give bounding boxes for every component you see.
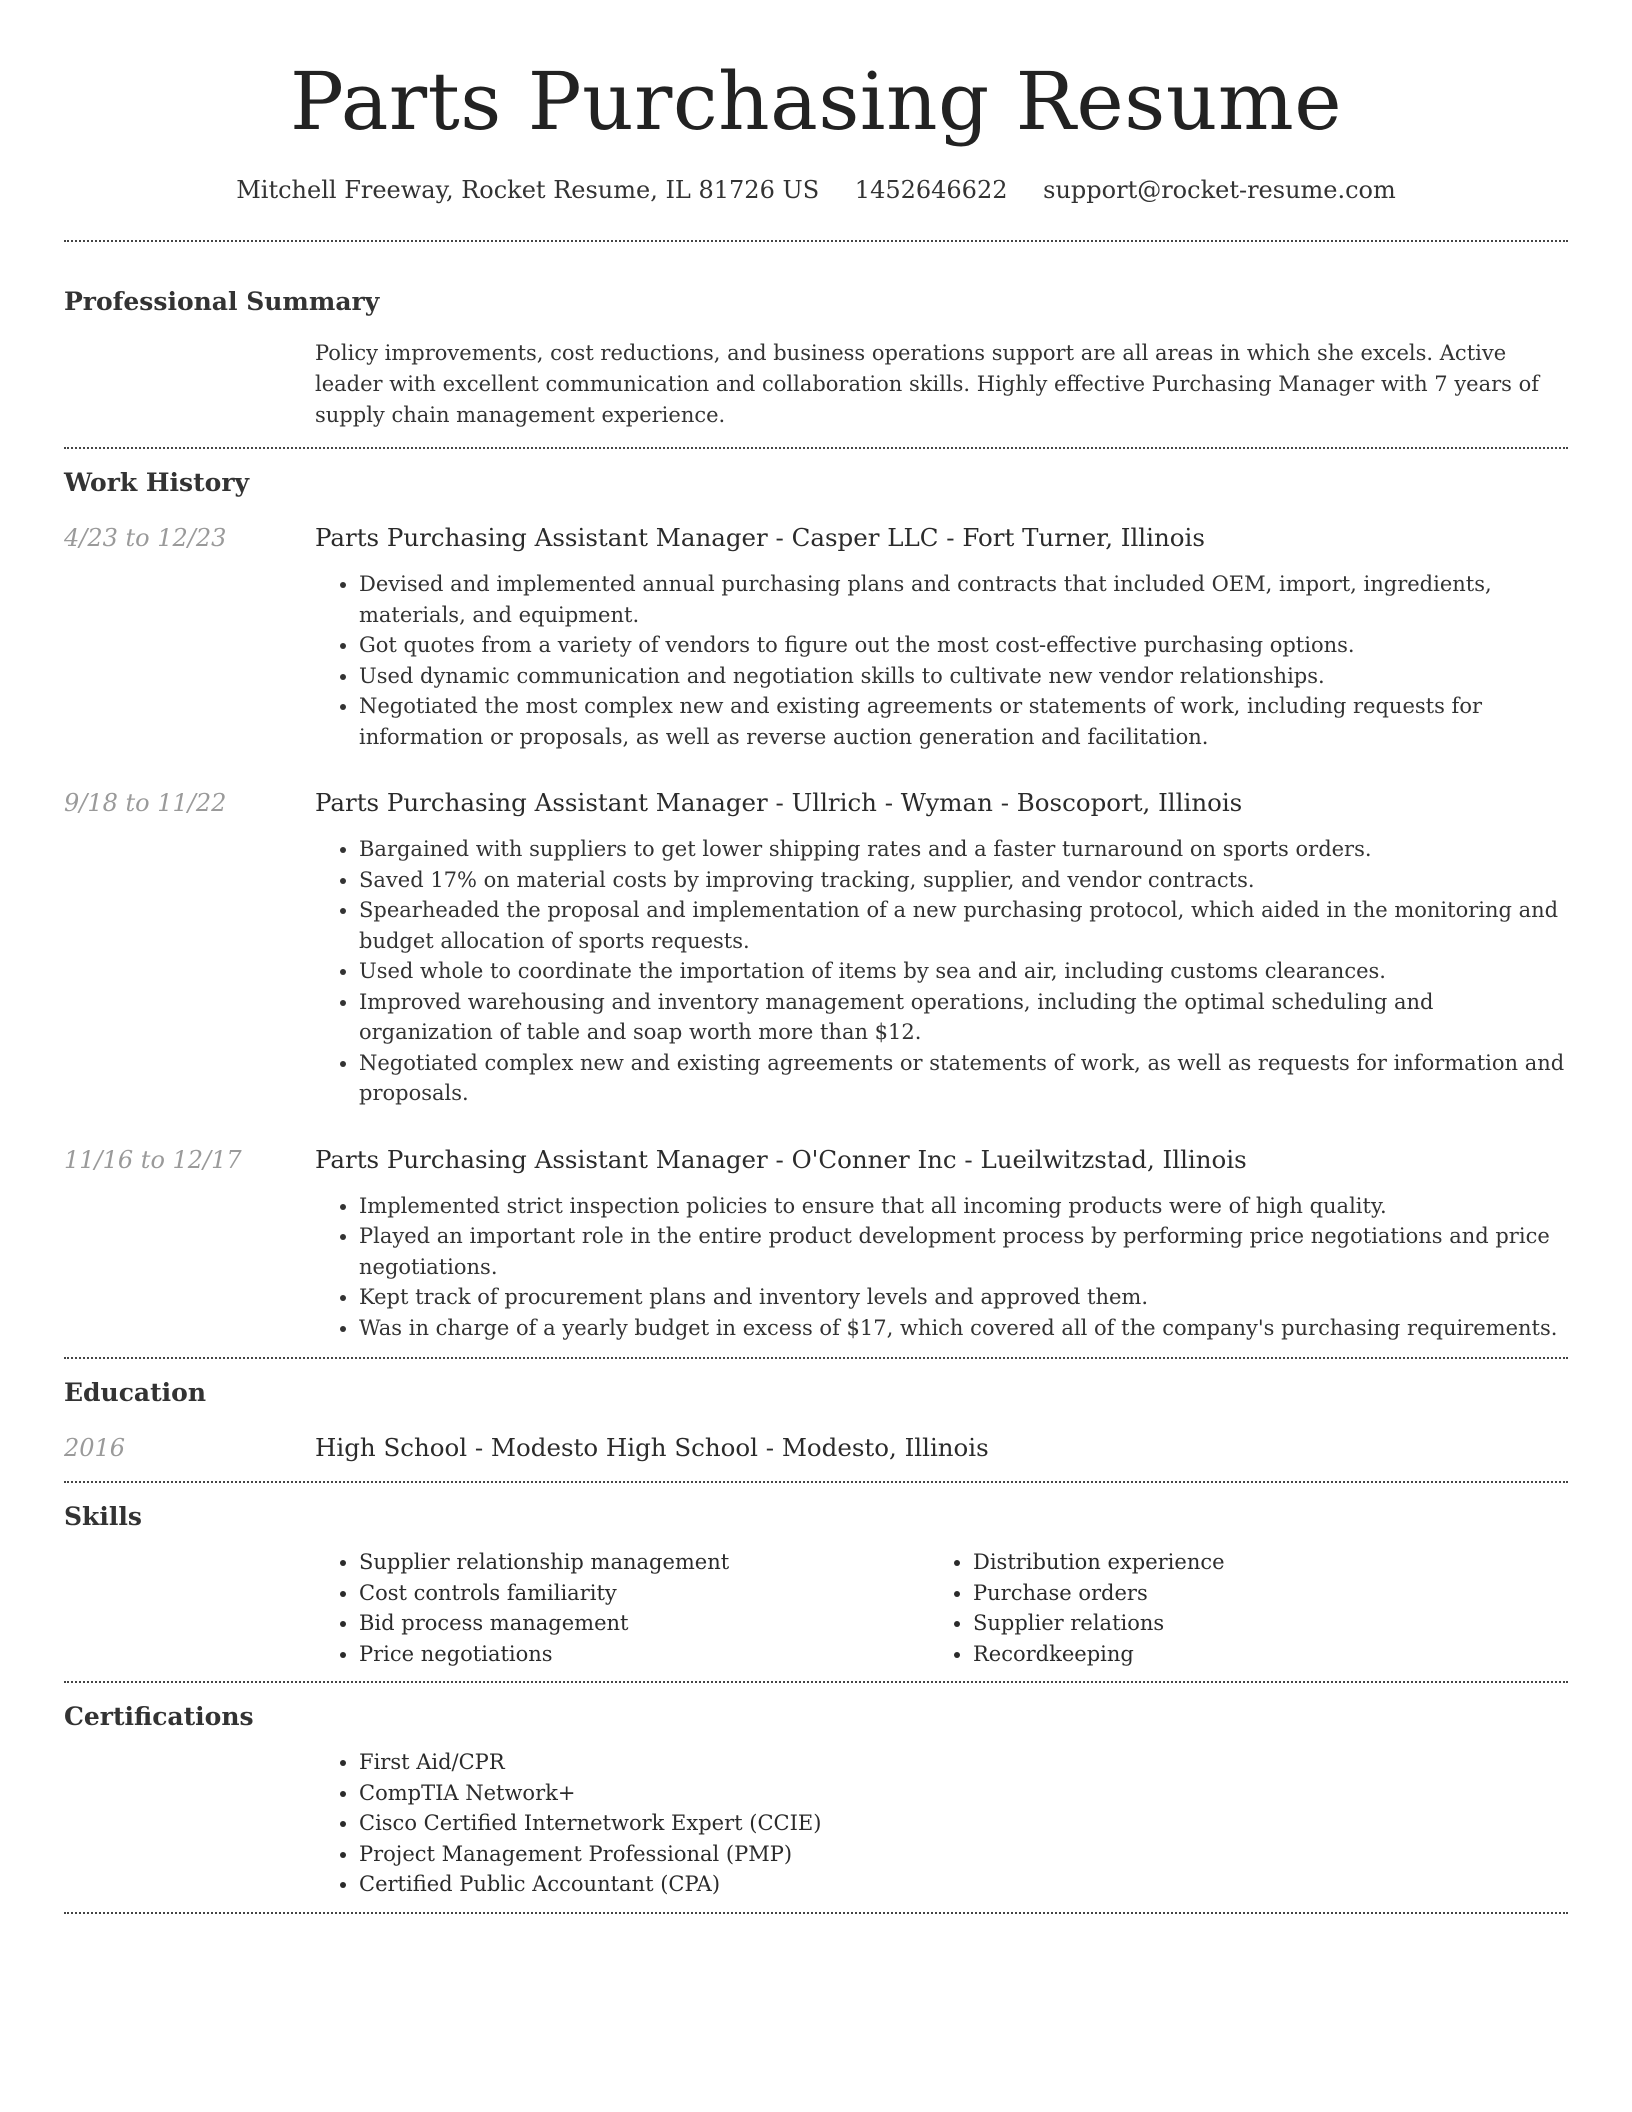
list-item: • Cost controls familiarity <box>359 1578 929 1609</box>
section-title-education: Education <box>64 1378 207 1407</box>
list-item: • First Aid/CPR <box>359 1747 1568 1778</box>
list-item: • Bid process management <box>359 1608 929 1639</box>
section-summary <box>64 242 1568 447</box>
summary-body <box>315 320 1568 447</box>
job-details <box>315 786 1568 1109</box>
contact-email: support@rocket-resume.com <box>1043 176 1396 204</box>
certifications-row <box>64 1735 1568 1912</box>
skills-list-left <box>315 1547 929 1669</box>
list-item: • Got quotes from a variety of vendors to figure out the most cost-effective purchasing options. <box>359 630 1568 661</box>
job-bullets <box>315 569 1568 752</box>
section-work-history <box>64 449 1568 1343</box>
skills-grid <box>315 1535 1568 1681</box>
list-item: • Negotiated the most complex new and existing agreements or statements of work, including requests for information or proposals, as well as reverse auction generation and facilitation. <box>359 691 1568 752</box>
list-item: • Negotiated complex new and existing agreements or statements of work, as well as requests for information and proposals. <box>359 1048 1568 1109</box>
job-entry <box>64 521 1568 752</box>
job-title: Parts Purchasing Assistant Manager - Casper LLC - Fort Turner, Illinois <box>315 523 1205 552</box>
list-item: • Cisco Certified Internetwork Expert (CCIE) <box>359 1808 1568 1839</box>
list-item: • Purchase orders <box>973 1578 1543 1609</box>
list-item: • Certified Public Accountant (CPA) <box>359 1869 1568 1900</box>
job-dates: 4/23 to 12/23 <box>64 524 227 552</box>
list-item: • Improved warehousing and inventory management operations, including the optimal scheduling and organization of table and soap worth more than $12. <box>359 987 1568 1048</box>
list-item: • Used dynamic communication and negotiation skills to cultivate new vendor relationships. <box>359 661 1568 692</box>
education-year: 2016 <box>64 1434 126 1462</box>
section-education <box>64 1359 1568 1465</box>
list-item: • CompTIA Network+ <box>359 1778 1568 1809</box>
contact-line <box>64 174 1568 206</box>
list-item: • Recordkeeping <box>973 1639 1543 1670</box>
list-item: • Devised and implemented annual purchasing plans and contracts that included OEM, import, ingredients, materials, and equipment. <box>359 569 1568 630</box>
job-details <box>315 521 1568 752</box>
list-item: • Supplier relations <box>973 1608 1543 1639</box>
summary-text: Policy improvements, cost reductions, and business operations support are all areas in which she excels. Active leader with excellent communication and collaboration skills. Highly effective Purchasing Manager with 7 years of supply chain management experience. <box>315 341 1540 427</box>
job-title: Parts Purchasing Assistant Manager - Ullrich - Wyman - Boscoport, Illinois <box>315 788 1243 817</box>
resume-title: Parts Purchasing Resume <box>289 55 1343 148</box>
job-title: Parts Purchasing Assistant Manager - O'Conner Inc - Lueilwitzstad, Illinois <box>315 1144 1247 1174</box>
list-item: • Supplier relationship management <box>359 1547 929 1578</box>
job-dates: 11/16 to 12/17 <box>64 1145 242 1174</box>
list-item: • Was in charge of a yearly budget in excess of $17, which covered all of the company's purchasing requirements. <box>359 1313 1568 1344</box>
skills-list-right <box>929 1547 1543 1669</box>
list-item: • Kept track of procurement plans and inventory levels and approved them. <box>359 1282 1568 1313</box>
section-skills <box>64 1483 1568 1681</box>
list-item: • Distribution experience <box>973 1547 1543 1578</box>
summary-row <box>64 320 1568 447</box>
contact-address: Mitchell Freeway, Rocket Resume, IL 81726 US <box>236 176 820 204</box>
list-item: • Price negotiations <box>359 1639 929 1670</box>
section-title-work-history: Work History <box>64 468 250 497</box>
section-title-summary: Professional Summary <box>64 287 380 316</box>
education-title: High School - Modesto High School - Modesto, Illinois <box>315 1433 989 1462</box>
section-title-skills: Skills <box>64 1502 142 1531</box>
list-item: • Used whole to coordinate the importation of items by sea and air, including customs clearances. <box>359 956 1568 987</box>
certifications-body <box>315 1735 1568 1912</box>
job-bullets <box>315 1191 1568 1344</box>
list-item: • Spearheaded the proposal and implementation of a new purchasing protocol, which aided in the monitoring and budget allocation of sports requests. <box>359 895 1568 956</box>
skills-row <box>64 1535 1568 1681</box>
certifications-list <box>315 1747 1568 1900</box>
list-item: • Played an important role in the entire product development process by performing price negotiations and price negotiations. <box>359 1221 1568 1282</box>
section-certifications <box>64 1683 1568 1912</box>
list-item: • Implemented strict inspection policies to ensure that all incoming products were of high quality. <box>359 1191 1568 1222</box>
section-title-certifications: Certifications <box>64 1702 254 1731</box>
divider <box>64 1912 1568 1914</box>
job-dates: 9/18 to 11/22 <box>64 789 227 817</box>
job-entry <box>64 786 1568 1109</box>
job-details <box>315 1143 1568 1344</box>
list-item: • Bargained with suppliers to get lower shipping rates and a faster turnaround on sports orders. <box>359 834 1568 865</box>
job-entry <box>64 1143 1568 1344</box>
list-item: • Project Management Professional (PMP) <box>359 1839 1568 1870</box>
education-details <box>315 1431 1568 1465</box>
contact-phone: 1452646622 <box>854 176 1008 204</box>
education-entry <box>64 1431 1568 1465</box>
list-item: • Saved 17% on material costs by improving tracking, supplier, and vendor contracts. <box>359 865 1568 896</box>
job-bullets <box>315 834 1568 1109</box>
